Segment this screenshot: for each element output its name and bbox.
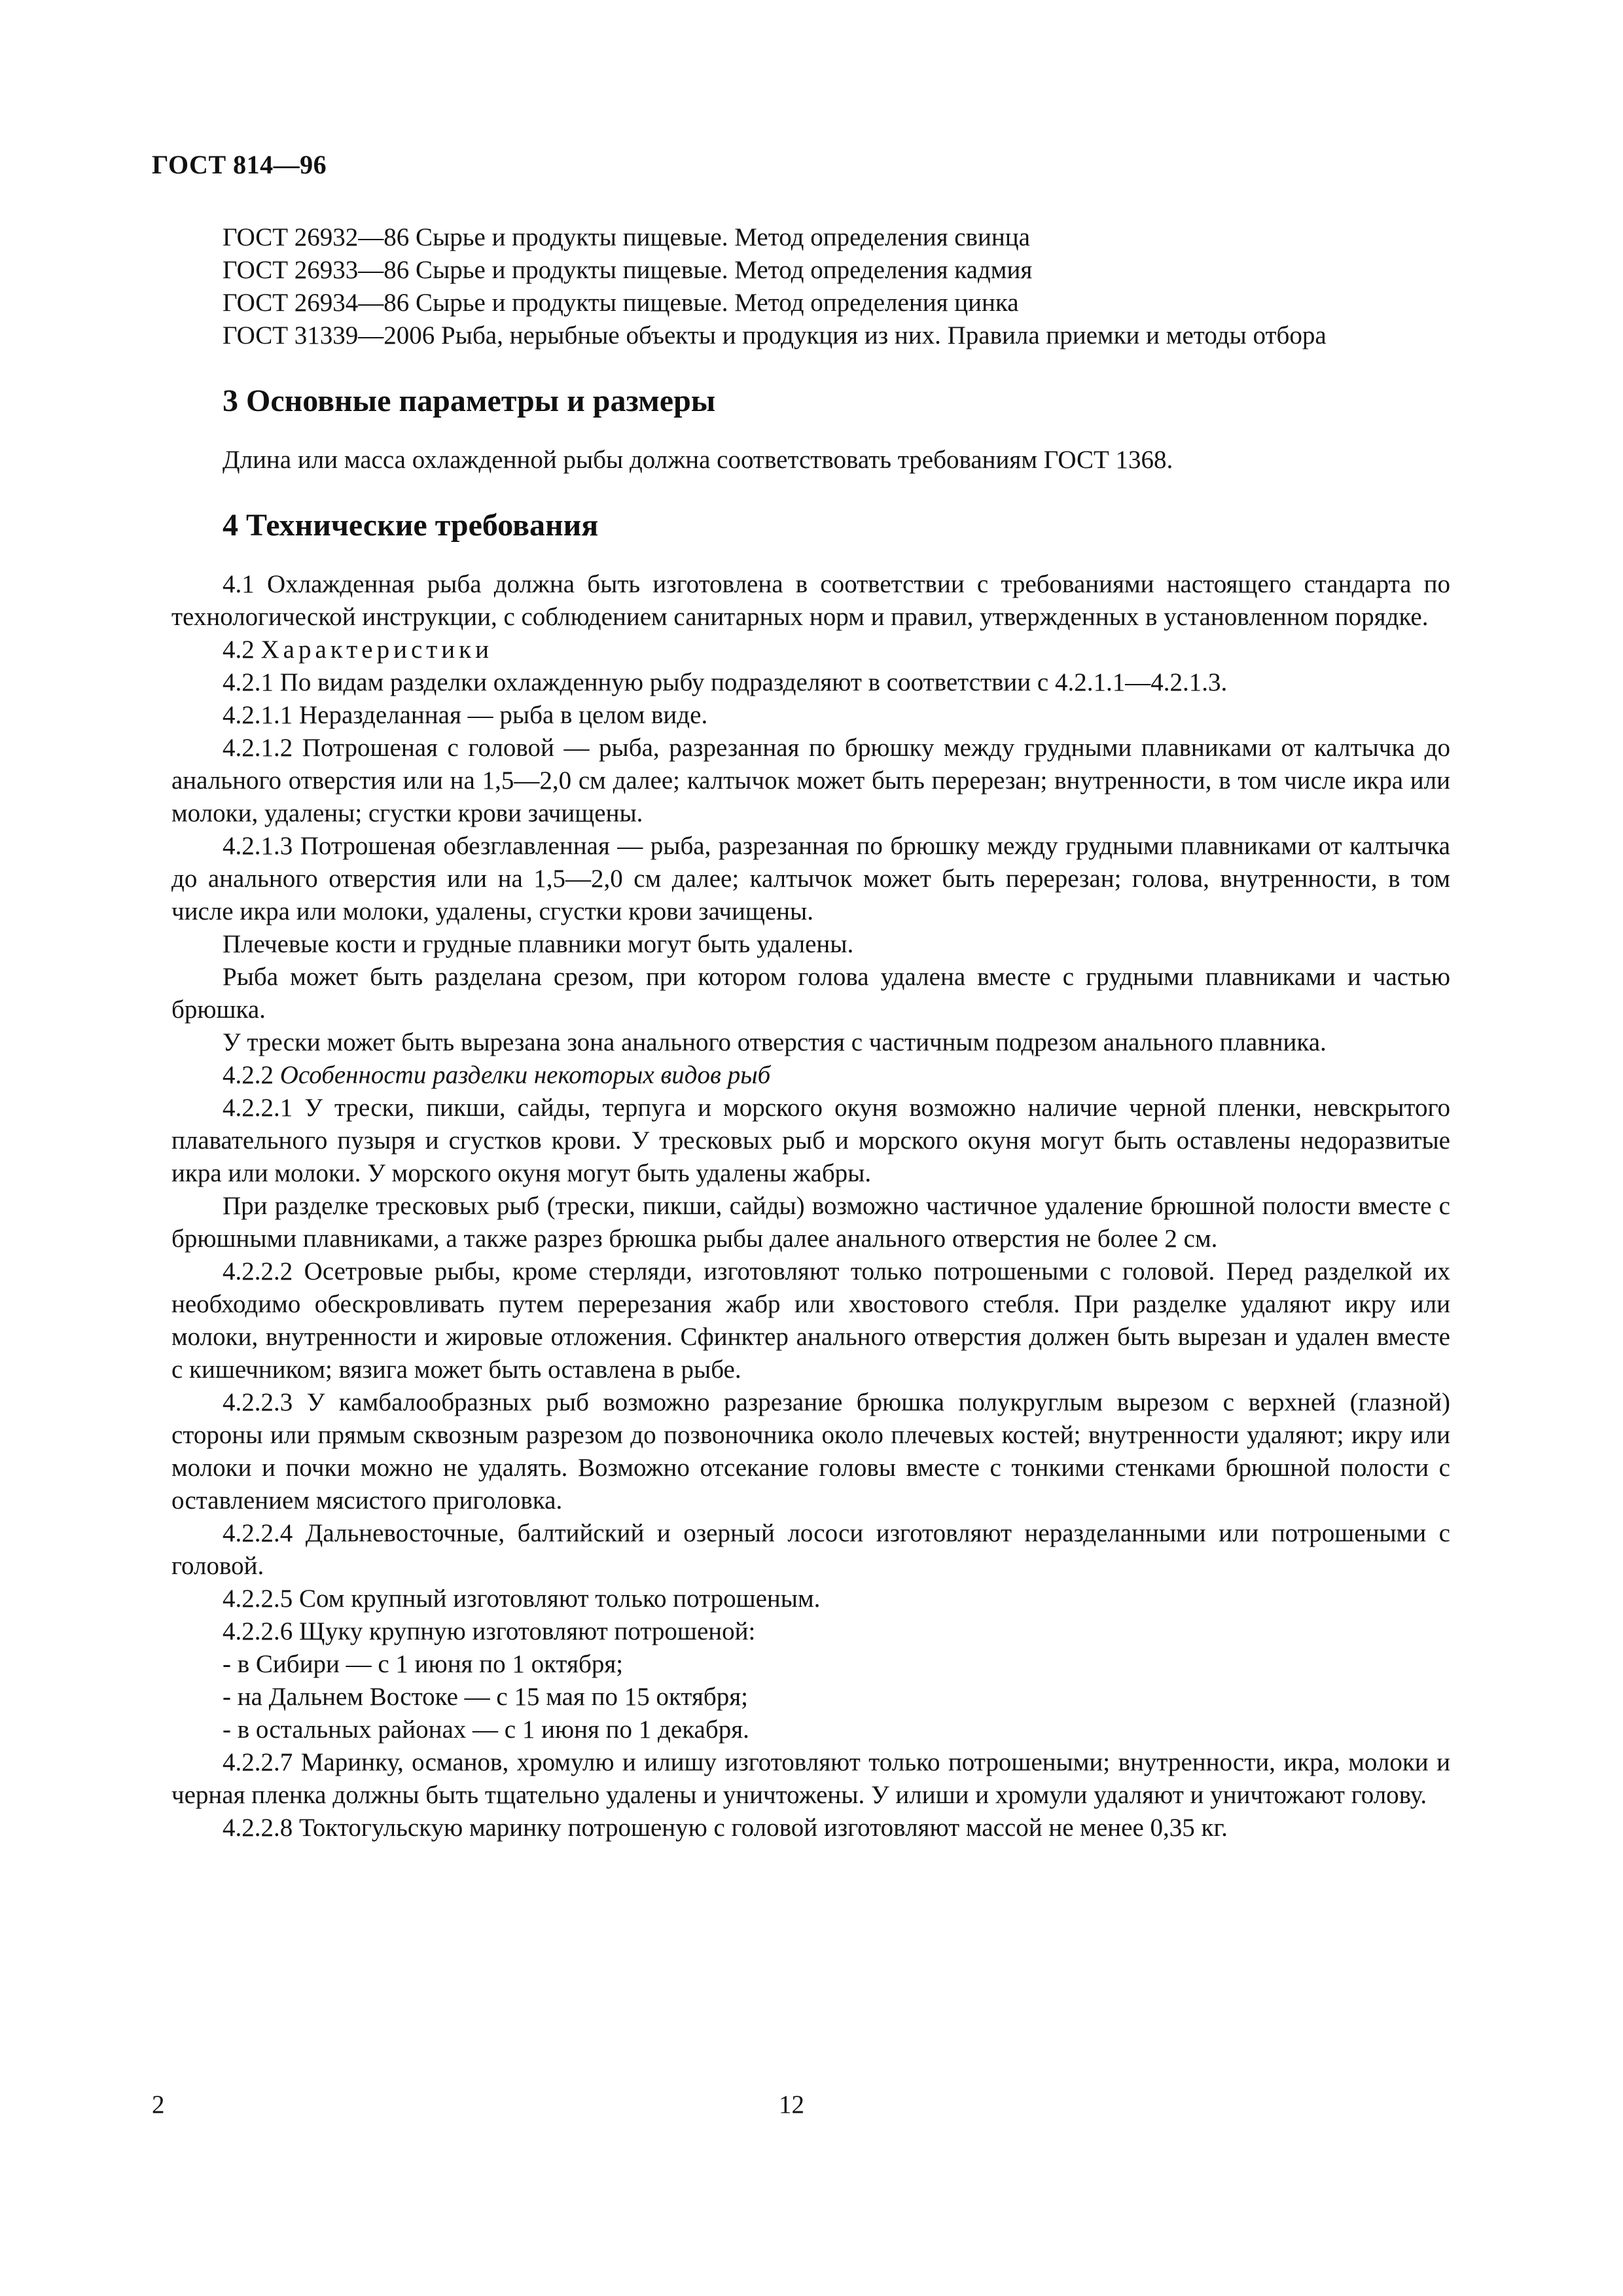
paragraph-4-2-2-number: 4.2.2 [223,1061,274,1089]
paragraph-4-2-1: 4.2.1 По видам разделки охлажденную рыбу подразделяют в соответствии с 4.2.1.1—4.2.1.3. [223,668,1228,696]
ref-item: ГОСТ 31339—2006 Рыба, нерыбные объекты и продукция из них. Правила приемки и методы отбора [223,321,1327,350]
paragraph-4-2-2-8: 4.2.2.8 Токтогульскую маринку потрошеную с головой изготовляют массой не менее 0,35 кг. [223,1814,1228,1842]
section-3-title: 3 Основные параметры и размеры [223,384,716,418]
paragraph-cod: У трески может быть вырезана зона анального отверстия с частичным подрезом анального плавника. [223,1028,1327,1056]
paragraph-4-2-2-heading [171,1059,1450,1092]
pike-list-item: - в Сибири — с 1 июня по 1 октября; [223,1650,624,1678]
paragraph-4-2-1-1: 4.2.1.1 Неразделанная — рыба в целом виде. [223,701,708,729]
paragraph-shoulder-bones: Плечевые кости и грудные плавники могут быть удалены. [223,930,854,958]
section-3-text: Длина или масса охлажденной рыбы должна соответствовать требованиям ГОСТ 1368. [223,446,1173,474]
paragraph-4-1: 4.1 Охлажденная рыба должна быть изготовлена в соответствии с требованиями настоящего стандарта по технологической инструкции, с соблюдением санитарных норм и правил, утвержденных в установленном порядке. [171,570,1450,631]
paragraph-4-2-2-3: 4.2.2.3 У камбалообразных рыб возможно разрезание брюшка полукруглым вырезом с верхней (глазной) стороны или прямым сквозным разрезом до позвоночника около плечевых костей; внутренности удаляют; икру или молоки и почки можно не удалять. Возможно отсекание головы вместе с тонкими стенками брюшной полости с оставлением мясистого приголовка. [171,1388,1450,1515]
paragraph-4-2-2-7: 4.2.2.7 Маринку, османов, хромулю и илишу изготовляют только потрошеными; внутренности, икра, молоки и черная пленка должны быть тщательно удалены и уничтожены. У илиши и хромули удаляют и уничтожают голову. [171,1748,1450,1809]
paragraph-cut: Рыба может быть разделана срезом, при котором голова удалена вместе с грудными плавниками и частью брюшка. [171,963,1450,1024]
paragraph-4-2-1-3: 4.2.1.3 Потрошеная обезглавленная — рыба, разрезанная по брюшку между грудными плавниками от калтычка до анального отверстия или на 1,5—2,0 см далее; калтычок может быть перерезан; голова, внутренности, в том числе икра или молоки, удалены, сгустки крови зачищены. [171,832,1450,925]
paragraph-cod-family: При разделке тресковых рыб (трески, пикши, сайды) возможно частичное удаление брюшной полости вместе с брюшными плавниками, а также разрез брюшка рыбы далее анального отверстия не более 2 см. [171,1192,1450,1253]
ref-item: ГОСТ 26933—86 Сырье и продукты пищевые. Метод определения кадмия [223,256,1033,284]
paragraph-4-2-2-title: Особенности разделки некоторых видов рыб [279,1061,771,1089]
paragraph-4-2-number: 4.2 [223,636,255,664]
paragraph-4-2-1-2: 4.2.1.2 Потрошеная с головой — рыба, разрезанная по брюшку между грудными плавниками от калтычка до анального отверстия или на 1,5—2,0 см далее; калтычок может быть перерезан; внутренности, в том числе икра или молоки, удалены; сгустки крови зачищены. [171,734,1450,827]
paragraph-4-2-2-5: 4.2.2.5 Сом крупный изготовляют только потрошеным. [223,1585,821,1613]
document-content [171,221,1450,1844]
pike-list-item: - на Дальнем Востоке — с 15 мая по 15 октября; [223,1683,749,1711]
paragraph-4-2-2-4: 4.2.2.4 Дальневосточные, балтийский и озерный лососи изготовляют неразделанными или потрошеными с головой. [171,1519,1450,1580]
ref-item: ГОСТ 26934—86 Сырье и продукты пищевые. Метод определения цинка [223,289,1019,317]
paragraph-4-2-title: Характеристики [260,636,493,664]
page-header-standard: ГОСТ 814—96 [152,150,327,179]
paragraph-4-2-2-6: 4.2.2.6 Щуку крупную изготовляют потрошеной: [223,1617,756,1645]
paragraph-4-2-2-2: 4.2.2.2 Осетровые рыбы, кроме стерляди, изготовляют только потрошеными с головой. Перед разделкой их необходимо обескровливать путем перерезания жабр или хвостового стебля. При разделке удаляют икру или молоки, внутренности и жировые отложения. Сфинктер анального отверстия должен быть вырезан и удален вместе с кишечником; вязига может быть оставлена в рыбе. [171,1257,1450,1384]
pike-list-item: - в остальных районах — с 1 июня по 1 декабря. [223,1715,749,1744]
page-number-left: 2 [152,2090,165,2119]
page-number-center: 12 [779,2090,804,2119]
paragraph-4-2-2-1: 4.2.2.1 У трески, пикши, сайды, терпуга и морского окуня возможно наличие черной пленки, невскрытого плавательного пузыря и сгустков крови. У тресковых рыб и морского окуня могут быть оставлены недоразвитые икра или молоки. У морского окуня могут быть удалены жабры. [171,1094,1450,1187]
paragraph-4-2-heading [171,634,1450,666]
section-4-title: 4 Технические требования [223,508,599,543]
ref-item: ГОСТ 26932—86 Сырье и продукты пищевые. Метод определения свинца [223,223,1030,251]
